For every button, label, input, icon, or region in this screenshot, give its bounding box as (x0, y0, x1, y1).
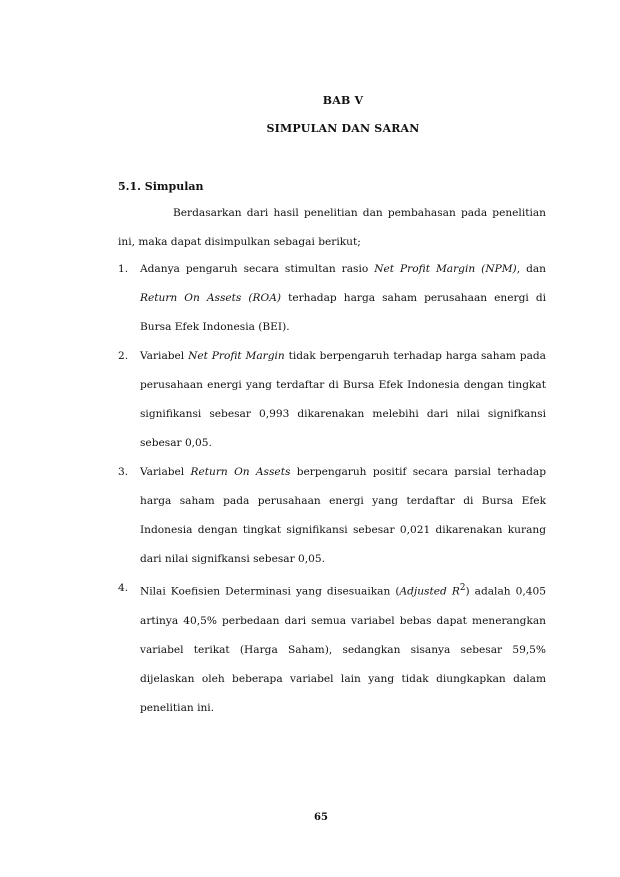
list-item (118, 574, 546, 723)
list-term: Return On Assets (ROA) (140, 292, 281, 304)
list-term: Net Profit Margin (188, 350, 285, 362)
superscript: 2 (459, 583, 466, 593)
list-item (118, 458, 546, 574)
list-text: Nilai Koefisien Determinasi yang disesuaikan ( (140, 585, 400, 598)
intro-paragraph: Berdasarkan dari hasil penelitian dan pembahasan pada penelitian ini, maka dapat disimpulkan sebagai berikut; (118, 207, 546, 248)
list-text: Adanya pengaruh secara stimultan rasio (140, 263, 375, 275)
list-item (118, 342, 546, 458)
conclusion-list (118, 255, 546, 723)
list-number: 3. (118, 466, 129, 478)
list-text: tidak berpengaruh terhadap harga saham pada perusahaan energi yang terdaftar di Bursa Efek Indonesia dengan tingkat signifikansi sebesar 0,993 dikarenakan melebihi dari nilai signifkansi sebesar 0,05. (140, 350, 546, 449)
page-number: 65 (314, 812, 328, 823)
chapter-title: SIMPULAN DAN SARAN (266, 122, 420, 135)
list-number: 4. (118, 582, 129, 594)
chapter-label: BAB V (322, 94, 364, 107)
list-text: ) adalah 0,405 artinya 40,5% perbedaan dari semua variabel bebas dapat menerangkan variabel terikat (Harga Saham), sedangkan sisanya sebesar 59,5% dijelaskan oleh beberapa variabel lain yang tidak diungkapkan dalam penelitian ini. (140, 585, 546, 714)
list-text: terhadap harga saham perusahaan energi di Bursa Efek Indonesia (BEI). (140, 292, 546, 333)
list-term: Adjusted R (399, 585, 460, 598)
list-number: 2. (118, 350, 129, 362)
list-text: berpengaruh positif secara parsial terhadap harga saham pada perusahaan energi yang terdaftar di Bursa Efek Indonesia dengan tingkat signifikansi sebesar 0,021 dikarenakan kurang dari nilai signifkansi sebesar 0,05. (140, 466, 546, 565)
list-text: Variabel (140, 350, 189, 362)
list-item (118, 255, 546, 342)
list-text: , dan (516, 263, 546, 275)
list-term: Return On Assets (190, 466, 291, 478)
list-text: Variabel (140, 466, 191, 478)
list-number: 1. (118, 263, 129, 275)
list-term: Net Profit Margin (NPM) (374, 263, 517, 275)
section-heading: 5.1. Simpulan (118, 180, 204, 193)
